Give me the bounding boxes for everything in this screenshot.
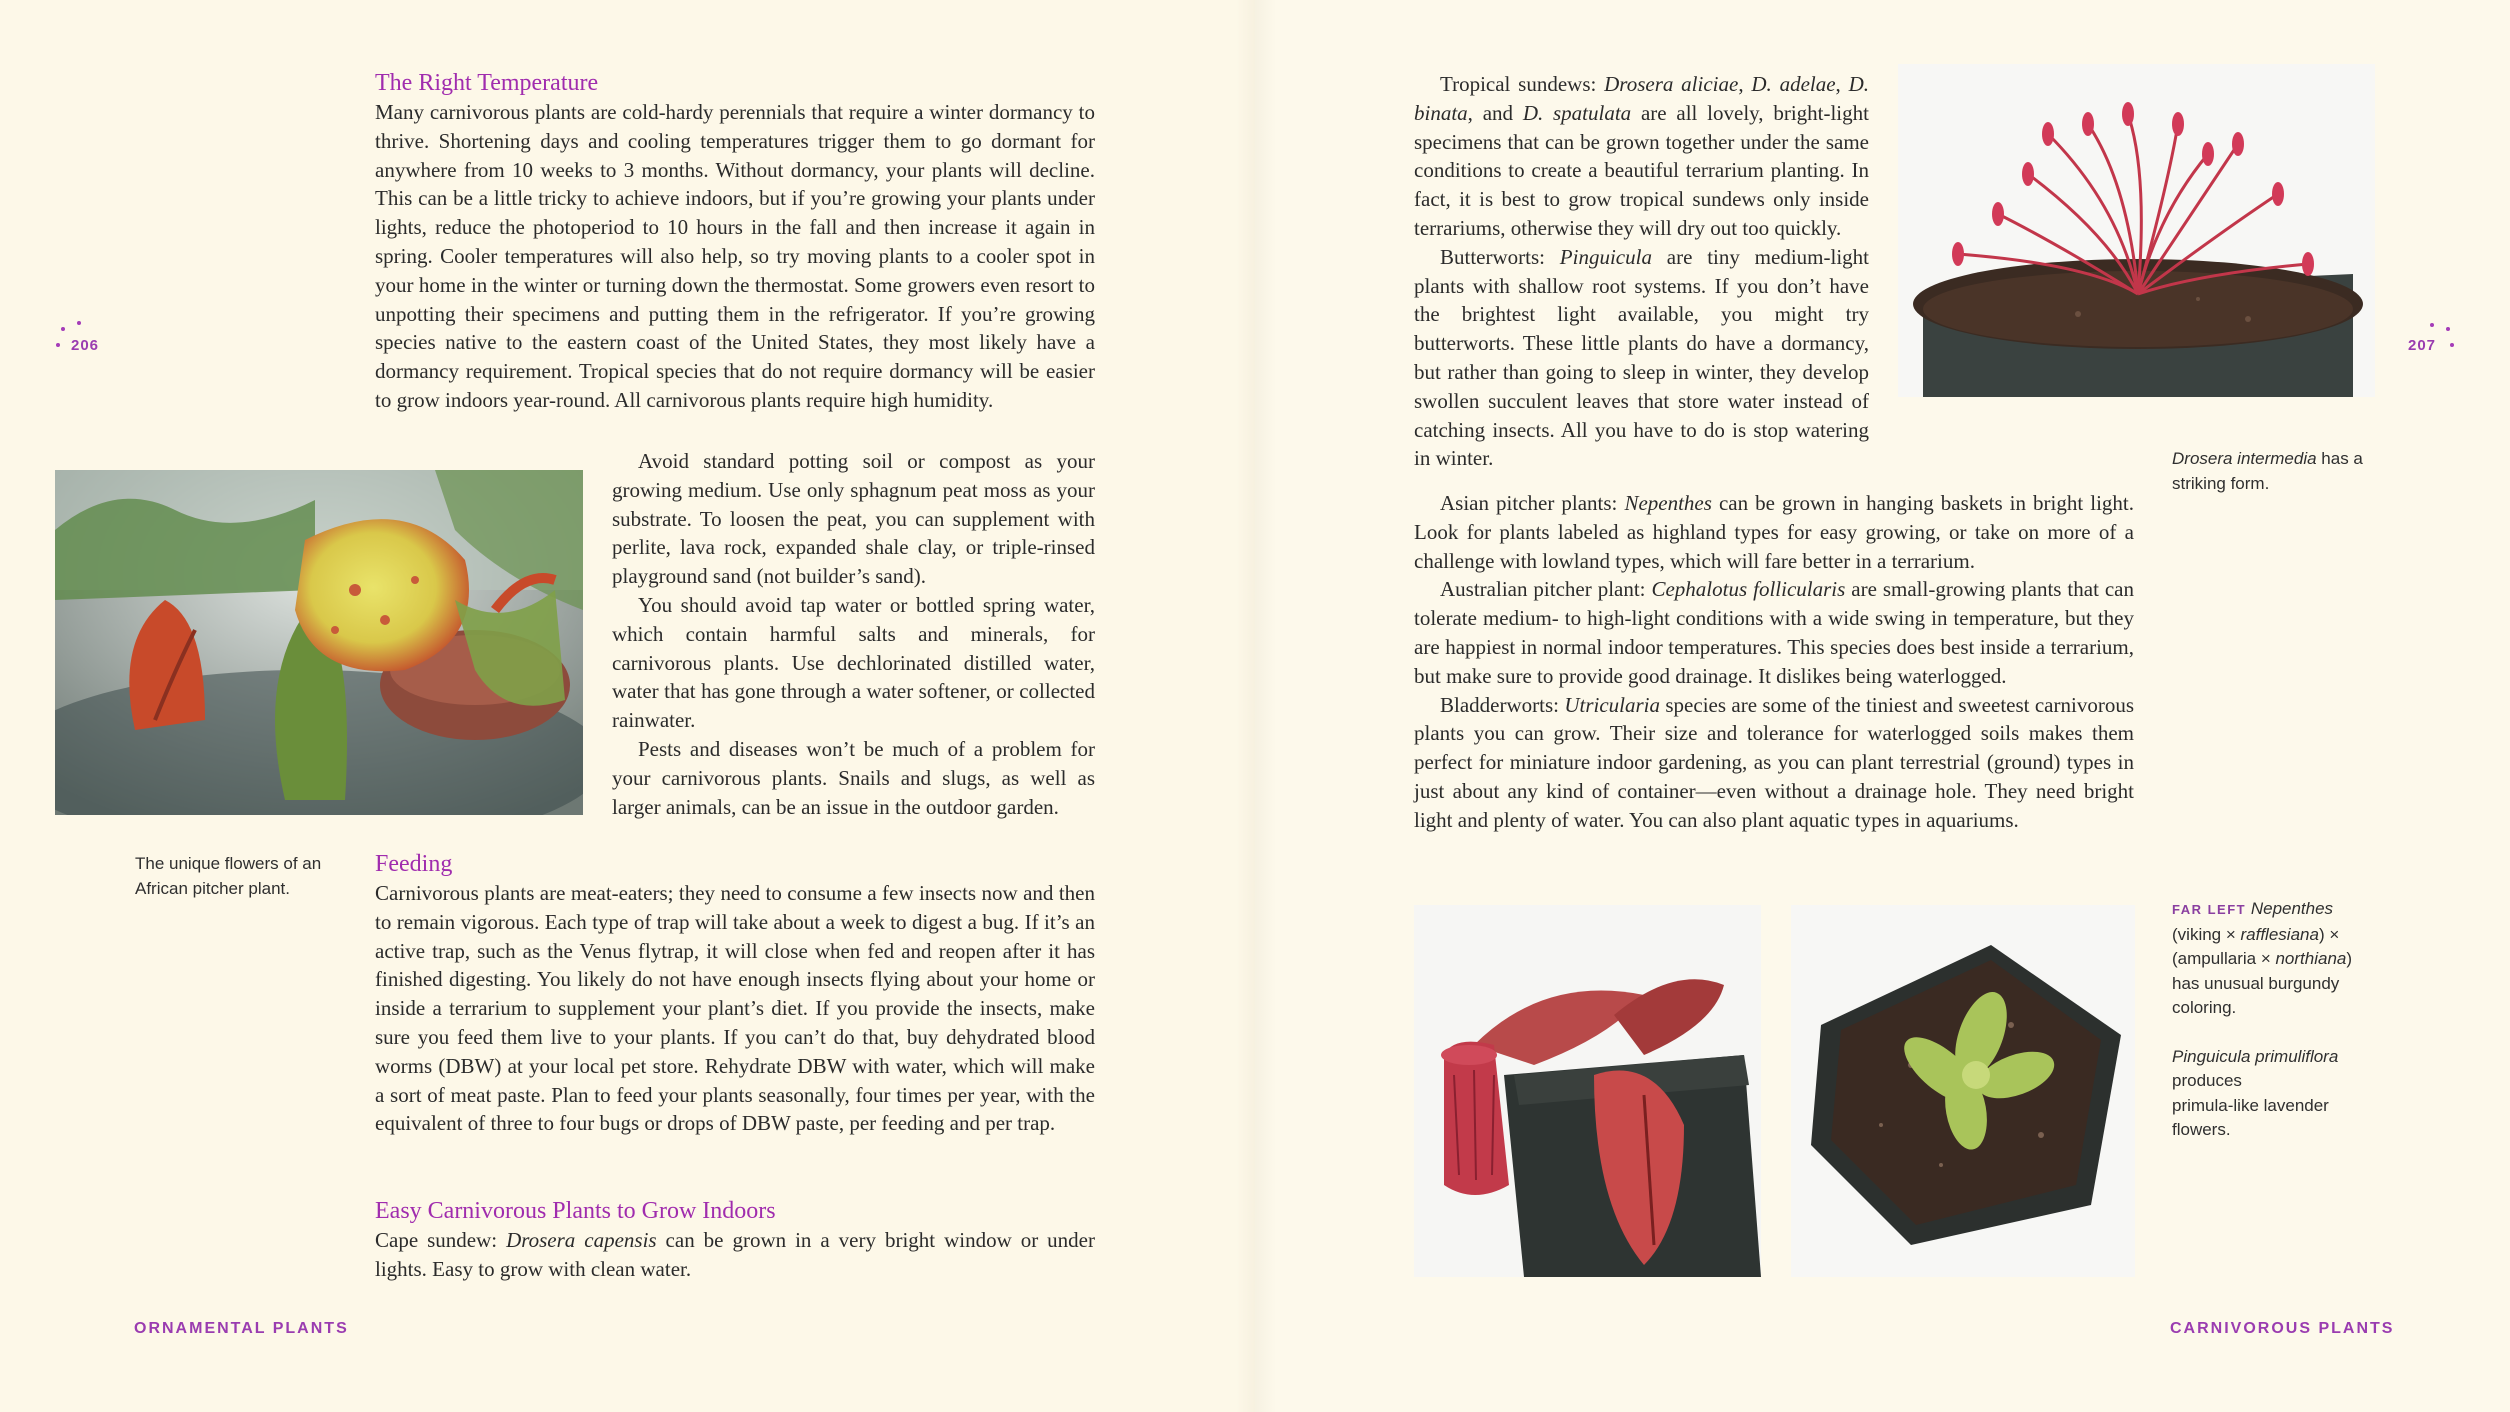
species-rafflesiana: rafflesiana: [2240, 924, 2319, 944]
folio-dot: [2450, 343, 2454, 347]
easy-plants-heading: Easy Carnivorous Plants to Grow Indoors: [375, 1198, 776, 1224]
easy-plants-section: [375, 1196, 1095, 1284]
butterworts-paragraph: [1414, 243, 1869, 473]
pinguicula-caption-text-3: flowers.: [2172, 1120, 2231, 1139]
paren-open-2: (ampullaria: [2172, 949, 2257, 968]
drosera-caption-text: has a striking form.: [2172, 449, 2363, 493]
tropical-sundews-text: are all lovely, bright-light specimens that can be grown together under the same conditions to create a beautiful terrarium planting. In fact, it is best to grow tropical sundews only inside terrariums, otherwise they will dry out too quickly.: [1414, 100, 1869, 240]
page-number-right: 207: [2408, 337, 2437, 354]
species-drosera-spatulata: D. spatulata: [1522, 100, 1632, 125]
footer-left: ORNAMENTAL PLANTS: [134, 1320, 349, 1337]
pinguicula-caption-text-1: produces: [2172, 1071, 2242, 1090]
page-number-left: 206: [71, 337, 100, 354]
butterworts-species: Pinguicula: [1559, 244, 1652, 269]
asian-pitcher-species: Nepenthes: [1624, 491, 1712, 515]
folio-dot: [77, 321, 81, 325]
drosera-caption-species: Drosera intermedia: [2172, 449, 2317, 468]
nepenthes-photo: [1414, 905, 1761, 1277]
feeding-paragraph: Carnivorous plants are meat-eaters; they need to consume a few insects now and then to remain vigorous. Each type of trap will take about a week to digest a bug. If it’s an active trap, such as the Venus flytrap, it will close when fed and reopen after it has finished digesting. You likely do not have enough insects flying about your home or inside a terrarium to supplement your plant’s diet. If you provide the insects, make sure you feed them live to your plants. If you can’t do that, buy dehydrated blood worms (DBW) at your local pet store. Rehydrate DBW with water, which will make a sort of meat paste. Plan to feed your plants seasonally, four times per year, with the equivalent of three to four bugs or drops of DBW paste, per feeding and per trap.: [375, 881, 1095, 1136]
species-drosera-adelae: D. adelae: [1751, 72, 1836, 96]
folio-dot: [2446, 327, 2450, 331]
species-separator: ,: [1738, 72, 1752, 96]
cape-sundew-lead: Cape sundew:: [375, 1228, 507, 1252]
cross-symbol: ×: [2256, 949, 2276, 968]
cape-sundew-paragraph: [375, 1226, 1095, 1284]
asian-pitcher-text: can be grown in hanging baskets in bright light. Look for plants labeled as highland types for easy growing, or take on more of a challenge with lowland types, which will fare better in a terrarium.: [1414, 491, 2135, 573]
temperature-body: [375, 98, 1095, 415]
nepenthes-caption-text-1: has unusual burgundy: [2172, 973, 2340, 993]
folio-dot: [56, 343, 60, 347]
bladderworts-lead: Bladderworts:: [1440, 692, 1565, 717]
paren-close: ) ×: [2318, 924, 2340, 944]
cross-symbol: ×: [2221, 924, 2241, 944]
temperature-paragraph-1: Many carnivorous plants are cold-hardy perennials that require a winter dormancy to thrive. Shortening days and cooling temperatures trigger them to go dormant for anywhere from 10 weeks to 3 months. Without dormancy, your plants will decline. This can be a little tricky to achieve indoors, but if you’re growing your plants under lights, reduce the photoperiod to 10 hours in the fall and then increase it again in spring. Cooler temperatures will also help, so try moving plants to a cooler spot in your home in the winter or turning down the thermostat. Some growers even resort to unpotting their specimens and putting them in the refrigerator. If you’re growing species native to the eastern coast of the United States, they most likely have a dormancy requirement. Tropical species that do not require dormancy will be easier to grow indoors year-round. All carnivorous plants require high humidity.: [375, 100, 1095, 412]
right-column-top: [1414, 70, 1869, 473]
folio-dot: [2430, 323, 2434, 327]
butterworts-text: are tiny medium-light plants with shallow root systems. If you don’t have the brightest light available, you might try butterworts. These little plants do have a dormancy, but rather than going to sleep in winter, they develop swollen succulent leaves that store water instead of catching insects. All you have to do is stop watering in winter.: [1414, 244, 1869, 471]
pinguicula-caption-text-2: primula-like lavender: [2172, 1095, 2329, 1115]
species-drosera-binata: D. binata: [1414, 72, 1870, 125]
tropical-sundews-lead: Tropical sundews:: [1440, 72, 1605, 96]
pinguicula-photo: [1791, 905, 2135, 1277]
folio-dot: [61, 327, 65, 331]
bladderworts-paragraph: [1414, 691, 2134, 835]
cape-sundew-text: can be grown in a very bright window or under lights. Easy to grow with clean water.: [375, 1228, 1095, 1281]
water-paragraph: You should avoid tap water or bottled spring water, which contain harmful salts and minerals, for carnivorous plants. Use dechlorinated distilled water, water that has gone through a water softener, or collected rainwater.: [612, 592, 1095, 733]
nepenthes-caption: [2172, 897, 2372, 1021]
paren-open: (viking: [2172, 924, 2222, 944]
african-pitcher-caption: The unique flowers of an African pitcher plant.: [135, 854, 322, 898]
asian-pitcher-lead: Asian pitcher plants:: [1440, 491, 1625, 515]
nepenthes-caption-part: [2172, 925, 2221, 944]
feeding-heading: Feeding: [375, 851, 453, 877]
african-pitcher-plant-photo: [55, 470, 583, 815]
drosera-caption: [2172, 447, 2372, 496]
pinguicula-caption: [2172, 1045, 2372, 1143]
butterworts-lead: Butterworts:: [1440, 244, 1560, 269]
pests-paragraph: Pests and diseases won’t be much of a problem for your carnivorous plants. Snails and slugs, as well as larger animals, can be an issue in the outdoor garden.: [612, 736, 1095, 819]
feeding-body: [375, 879, 1095, 1138]
nepenthes-caption-genus: Nepenthes: [2246, 899, 2334, 918]
australian-pitcher-paragraph: [1414, 575, 2134, 690]
far-left-label: FAR LEFT: [2172, 902, 2247, 917]
growing-medium-column: [612, 447, 1095, 821]
easy-plants-body: [375, 1226, 1095, 1284]
australian-pitcher-lead: Australian pitcher plant:: [1440, 577, 1652, 602]
growing-medium-paragraph: Avoid standard potting soil or compost as your growing medium. Use only sphagnum peat moss as your substrate. To loosen the peat, you can supplement with perlite, lava rock, expanded shale clay, or triple-rinsed playground sand (not builder’s sand).: [612, 449, 1095, 589]
australian-pitcher-species: Cephalotus follicularis: [1651, 577, 1846, 602]
bottom-photos-caption: [2172, 897, 2372, 1143]
feeding-section: [375, 849, 1095, 1138]
species-drosera-aliciae: Drosera aliciae: [1604, 72, 1739, 96]
cape-sundew-species: Drosera capensis: [506, 1228, 657, 1252]
tropical-sundews-paragraph: [1414, 70, 1869, 243]
drosera-intermedia-photo: [1898, 64, 2375, 397]
footer-right: CARNIVOROUS PLANTS: [2170, 1320, 2395, 1337]
right-column-bottom: [1414, 489, 2134, 835]
book-gutter: [1236, 0, 1276, 1412]
paren-close-2: ): [2346, 949, 2353, 968]
australian-pitcher-text: are small-growing plants that can tolerate medium- to high-light conditions with a wide swing in temperature, but they are happiest in normal indoor temperatures. This species does best inside a terrarium, but make sure to provide good drainage. It dislikes being waterlogged.: [1414, 577, 2134, 688]
bladderworts-text: species are some of the tiniest and sweetest carnivorous plants you can grow. Their size and tolerance for waterlogged soils makes them perfect for miniature indoor gardening, as you can plant terrestrial (ground) types in just about any kind of container—even without a drainage hole. They need bright light and plenty of water. You can also plant aquatic types in aquariums.: [1414, 692, 2134, 832]
nepenthes-caption-text-2: coloring.: [2172, 998, 2237, 1017]
asian-pitcher-paragraph: [1414, 489, 2134, 575]
pinguicula-caption-species: Pinguicula primuliflora: [2172, 1046, 2339, 1066]
species-separator: ,: [1835, 72, 1849, 96]
species-separator: , and: [1467, 100, 1523, 125]
species-northiana: northiana: [2275, 949, 2347, 968]
temperature-heading: The Right Temperature: [375, 70, 599, 96]
temperature-section: [375, 68, 1095, 415]
bladderworts-species: Utricularia: [1564, 692, 1661, 717]
